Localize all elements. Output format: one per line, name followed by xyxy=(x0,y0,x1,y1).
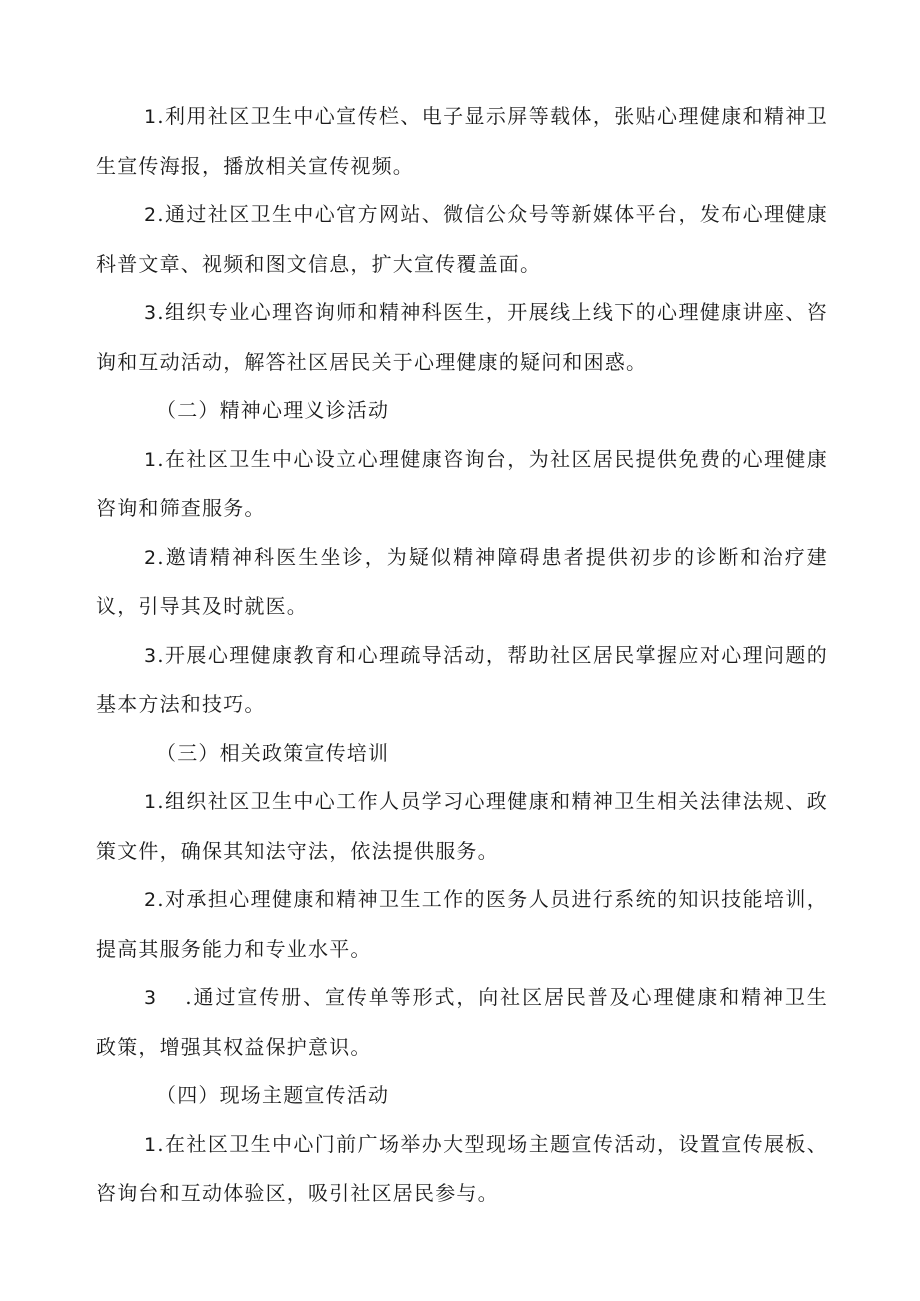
section-heading-2: （二）精神心理义诊活动 xyxy=(156,398,390,422)
paragraph-text: .在社区卫生中心设立心理健康咨询台，为社区居民提供免费的心理健康咨询和筛查服务。 xyxy=(96,446,828,520)
section-heading-3: （三）相关政策宣传培训 xyxy=(156,740,390,765)
item-number: 1 xyxy=(144,1133,158,1156)
paragraph-8 xyxy=(96,875,828,973)
paragraph-7 xyxy=(96,777,828,875)
paragraph-text: .组织社区卫生中心工作人员学习心理健康和精神卫生相关法律法规、政策文件，确保其知法守法，依法提供服务。 xyxy=(96,789,828,863)
paragraph-text: .通过社区卫生中心官方网站、微信公众号等新媒体平台，发布心理健康科普文章、视频和图文信息，扩大宣传覆盖面。 xyxy=(96,202,828,276)
item-number: 1 xyxy=(144,106,158,128)
paragraph-text: .通过宣传册、宣传单等形式，向社区居民普及心理健康和精神卫生政策，增强其权益保护意识。 xyxy=(96,985,828,1059)
paragraph-6 xyxy=(96,631,828,729)
item-number: 3 xyxy=(144,987,158,1009)
paragraph-text: .对承担心理健康和精神卫生工作的医务人员进行系统的知识技能培训，提高其服务能力和专业水平。 xyxy=(96,887,828,961)
item-number: 2 xyxy=(144,889,158,911)
item-number: 1 xyxy=(144,448,158,471)
paragraph-text: .组织专业心理咨询师和精神科医生，开展线上线下的心理健康讲座、咨询和互动活动，解答社区居民关于心理健康的疑问和困惑。 xyxy=(96,300,828,374)
item-number: 1 xyxy=(144,791,158,813)
item-number: 3 xyxy=(144,644,158,667)
item-number: 2 xyxy=(144,546,158,569)
paragraph-3 xyxy=(96,288,828,386)
paragraph-text: .在社区卫生中心门前广场举办大型现场主题宣传活动，设置宣传展板、咨询台和互动体验区，吸引社区居民参与。 xyxy=(96,1131,828,1205)
paragraph-2 xyxy=(96,190,828,288)
paragraph-text: .邀请精神科医生坐诊，为疑似精神障碍患者提供初步的诊断和治疗建议，引导其及时就医。 xyxy=(96,544,828,618)
paragraph-text: .开展心理健康教育和心理疏导活动，帮助社区居民掌握应对心理问题的基本方法和技巧。 xyxy=(96,642,828,716)
section-heading-4: （四）现场主题宣传活动 xyxy=(156,1083,390,1107)
item-number: 2 xyxy=(144,204,158,226)
paragraph-text: .利用社区卫生中心宣传栏、电子显示屏等载体，张贴心理健康和精神卫生宣传海报，播放相关宣传视频。 xyxy=(96,104,828,178)
paragraph-5 xyxy=(96,533,828,631)
document-body xyxy=(96,92,828,1218)
paragraph-10 xyxy=(96,1120,828,1218)
paragraph-9 xyxy=(96,973,828,1071)
paragraph-4 xyxy=(96,435,828,533)
item-number: 3 xyxy=(144,302,158,324)
paragraph-1 xyxy=(96,92,828,190)
